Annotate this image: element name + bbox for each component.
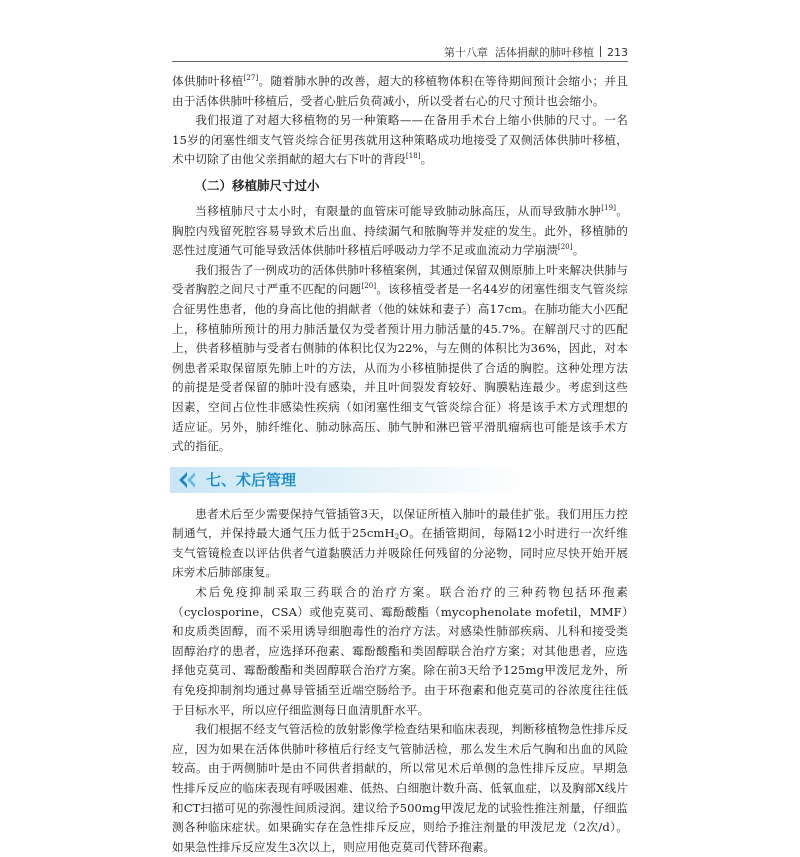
paragraph-7: 我们根据不经支气管活检的放射影像学检查结果和临床表现，判断移植物急性排斥反应，因为如果在活体供肺叶移植后行经支气管肺活检，那么发生术后气胸和出血的风险较高。由于两侧肺叶是由不同供者捐献的，所以常见术后单侧的急性排斥反应。早期急性排斥反应的临床表现有呼吸困难、低热、白细胞计数升高、低氧血症，以及胸部X线片和CT扫描可见的弥漫性间质浸润。建议给予500mg甲泼尼龙的试验性推注剂量，仔细监测各种临床症状。如果确实存在急性排斥反应，则给予推注剂量的甲泼尼龙（2次/d）。如果急性排斥反应发生3次以上，则应用他克莫司代替环孢素。 bbox=[172, 722, 628, 854]
page-number: 213 bbox=[607, 46, 628, 59]
chapter-title: 活体捐献的肺叶移植 bbox=[495, 46, 594, 59]
header-separator bbox=[600, 46, 601, 57]
section-title: 七、术后管理 bbox=[206, 471, 297, 490]
running-header bbox=[172, 44, 628, 60]
paragraph-3: 当移植肺尺寸太小时，有限量的血管床可能导致肺动脉高压，从而导致肺水肿[19]。胸腔内残留死腔容易导致术后出血、持续漏气和脓胸等并发症的发生。此外，移植肺的恶性过度通气可能导致活体供肺叶移植后呼吸动力学不足或血流动力学崩溃[20]。 bbox=[172, 203, 628, 258]
page-body bbox=[172, 72, 628, 857]
chapter-label: 第十八章 bbox=[444, 46, 488, 59]
citation: [27] bbox=[243, 74, 259, 82]
subsection-heading: （二）移植肺尺寸过小 bbox=[194, 177, 320, 193]
paragraph-5: 患者术后至少需要保持气管插管3天，以保证所植入肺叶的最佳扩张。我们用压力控制通气，并保持最大通气压力低于25cmH$_2$O。在插管期间，每隔12小时进行一次纤维支气管镜检查以评估供者气道黏膜活力并吸除任何残留的分泌物，同时应尽快开始开展床旁术后肺部康复。 bbox=[172, 506, 628, 580]
header-rule bbox=[172, 61, 628, 62]
paragraph-1: 体供肺叶移植[27]。随着肺水肿的改善，超大的移植物体积在等待期间预计会缩小；并且由于活体供肺叶移植后，受者心脏后负荷减小，所以受者右心的尺寸预计也会缩小。 bbox=[172, 74, 628, 108]
citation: [18] bbox=[405, 152, 421, 161]
paragraph-2: 我们报道了对超大移植物的另一种策略——在备用手术台上缩小供肺的尺寸。一名15岁的闭塞性细支气管炎综合征男孩就用这种策略成功地接受了双侧活体供肺叶移植，术中切除了由他父亲捐献的超大右下叶的背段[18]。 bbox=[172, 113, 628, 167]
paragraph-6: 术后免疫抑制采取三药联合的治疗方案。联合治疗的三种药物包括环孢素（cyclosporine，CSA）或他克莫司、霉酚酸酯（mycophenolate mofetil，MMF）和皮质类固醇，而不采用诱导细胞毒性的治疗方法。对感染性肺部疾病、儿科和接受类固醇治疗的患者，应选择环孢素、霉酚酸酯和类固醇联合治疗方案；对其他患者，应选择他克莫司、霉酚酸酯和类固醇联合治疗方案。除在前3天给予125mg甲泼尼龙外，所有免疫抑制剂均通过鼻导管插至近端空肠给予。由于环孢素和他克莫司的谷浓度往往低于目标水平，所以应仔细监测每日血清肌酐水平。 bbox=[172, 585, 628, 717]
citation: [20] bbox=[557, 243, 573, 252]
paragraph-4: 我们报告了一例成功的活体供肺叶移植案例，其通过保留双侧原肺上叶来解决供肺与受者胸腔之间尺寸严重不匹配的问题[20]。该移植受者是一名44岁的闭塞性细支气管炎综合征男性患者，他的身高比他的捐献者（他的妹妹和妻子）高17cm。在肺功能大小匹配上，移植肺所预计的用力肺活量仅为受者预计用力肺活量的45.7%。在解剖尺寸的匹配上，供者移植肺与受者右侧肺的体积比仅为22%，与左侧的体积比为36%，因此，对本例患者采取保留原先肺上叶的方法，从而为小移植肺提供了合适的胸腔。这种处理方法的前提是受者保留的肺叶没有感染，并且叶间裂发育较好、胸膜粘连最少。考虑到这些因素，空间占位性非感染性疾病（如闭塞性细支气管炎综合征）将是该手术方式理想的适应证。另外，肺纤维化、肺动脉高压、肺气肿和淋巴管平滑肌瘤病也可能是该手术方式的指征。 bbox=[172, 262, 628, 454]
citation: [19] bbox=[601, 203, 617, 212]
section-heading bbox=[170, 465, 628, 495]
double-chevron-icon bbox=[176, 467, 202, 493]
citation: [20] bbox=[361, 282, 377, 291]
